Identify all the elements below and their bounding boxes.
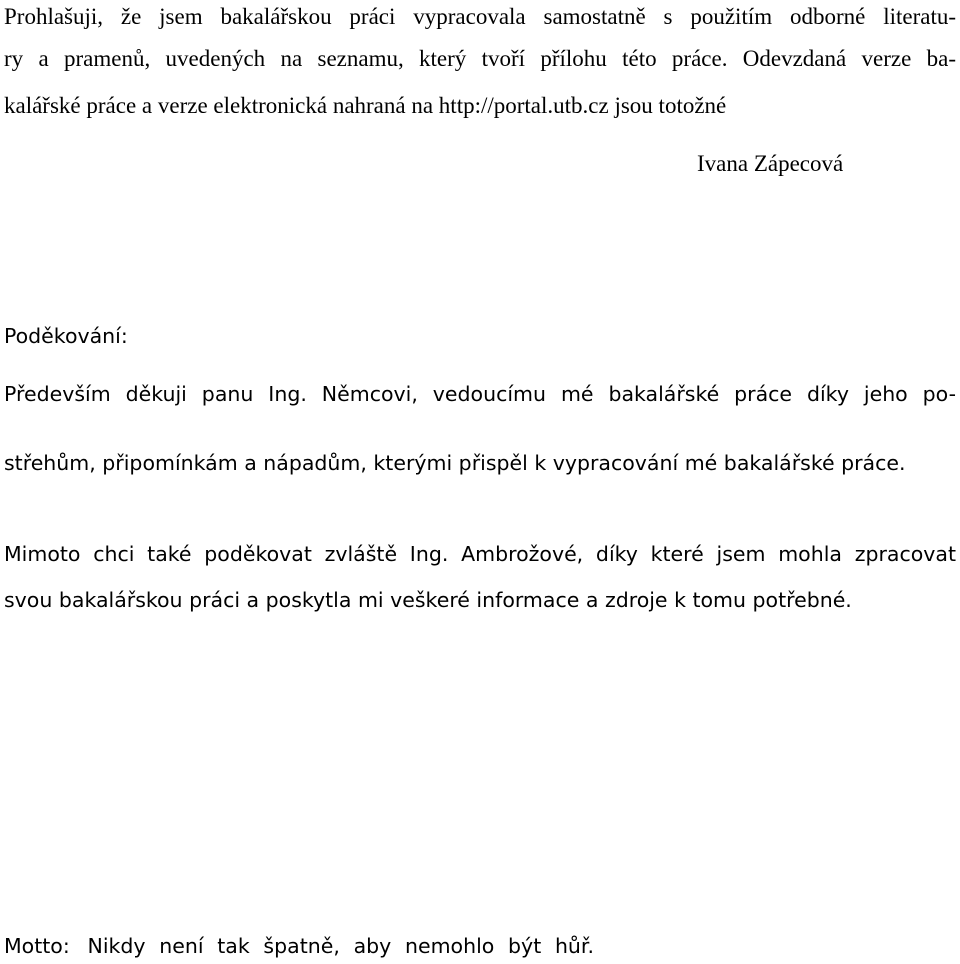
declaration-line: ry a pramenů, uvedených na seznamu, který tvoří přílohu této práce. Odevzdaná verze ba- xyxy=(4,46,956,71)
author-signature: Ivana Zápecová xyxy=(697,151,844,176)
motto xyxy=(4,936,594,957)
acknowledgement-line: střehům, připomínkám a nápadům, kterými přispěl k vypracování mé bakalářské práce. xyxy=(4,451,906,475)
declaration-line: kalářské práce a verze elektronická nahraná na http://portal.utb.cz jsou totožné xyxy=(4,93,727,118)
acknowledgement-line: Především děkuji panu Ing. Němcovi, vedoucímu mé bakalářské práce díky jeho po- xyxy=(4,382,956,406)
acknowledgement-line: Mimoto chci také poděkovat zvláště Ing. Ambrožové, díky které jsem mohla zpracovat xyxy=(4,542,956,566)
acknowledgement-heading: Poděkování: xyxy=(4,324,128,348)
motto-text: Nikdy není tak špatně, aby nemohlo být hůř. xyxy=(87,934,594,958)
motto-label: Motto: xyxy=(4,934,70,958)
acknowledgement-line: svou bakalářskou práci a poskytla mi veškeré informace a zdroje k tomu potřebné. xyxy=(4,588,852,612)
declaration-line: Prohlašuji, že jsem bakalářskou práci vypracovala samostatně s použitím odborné literatu- xyxy=(4,4,956,29)
